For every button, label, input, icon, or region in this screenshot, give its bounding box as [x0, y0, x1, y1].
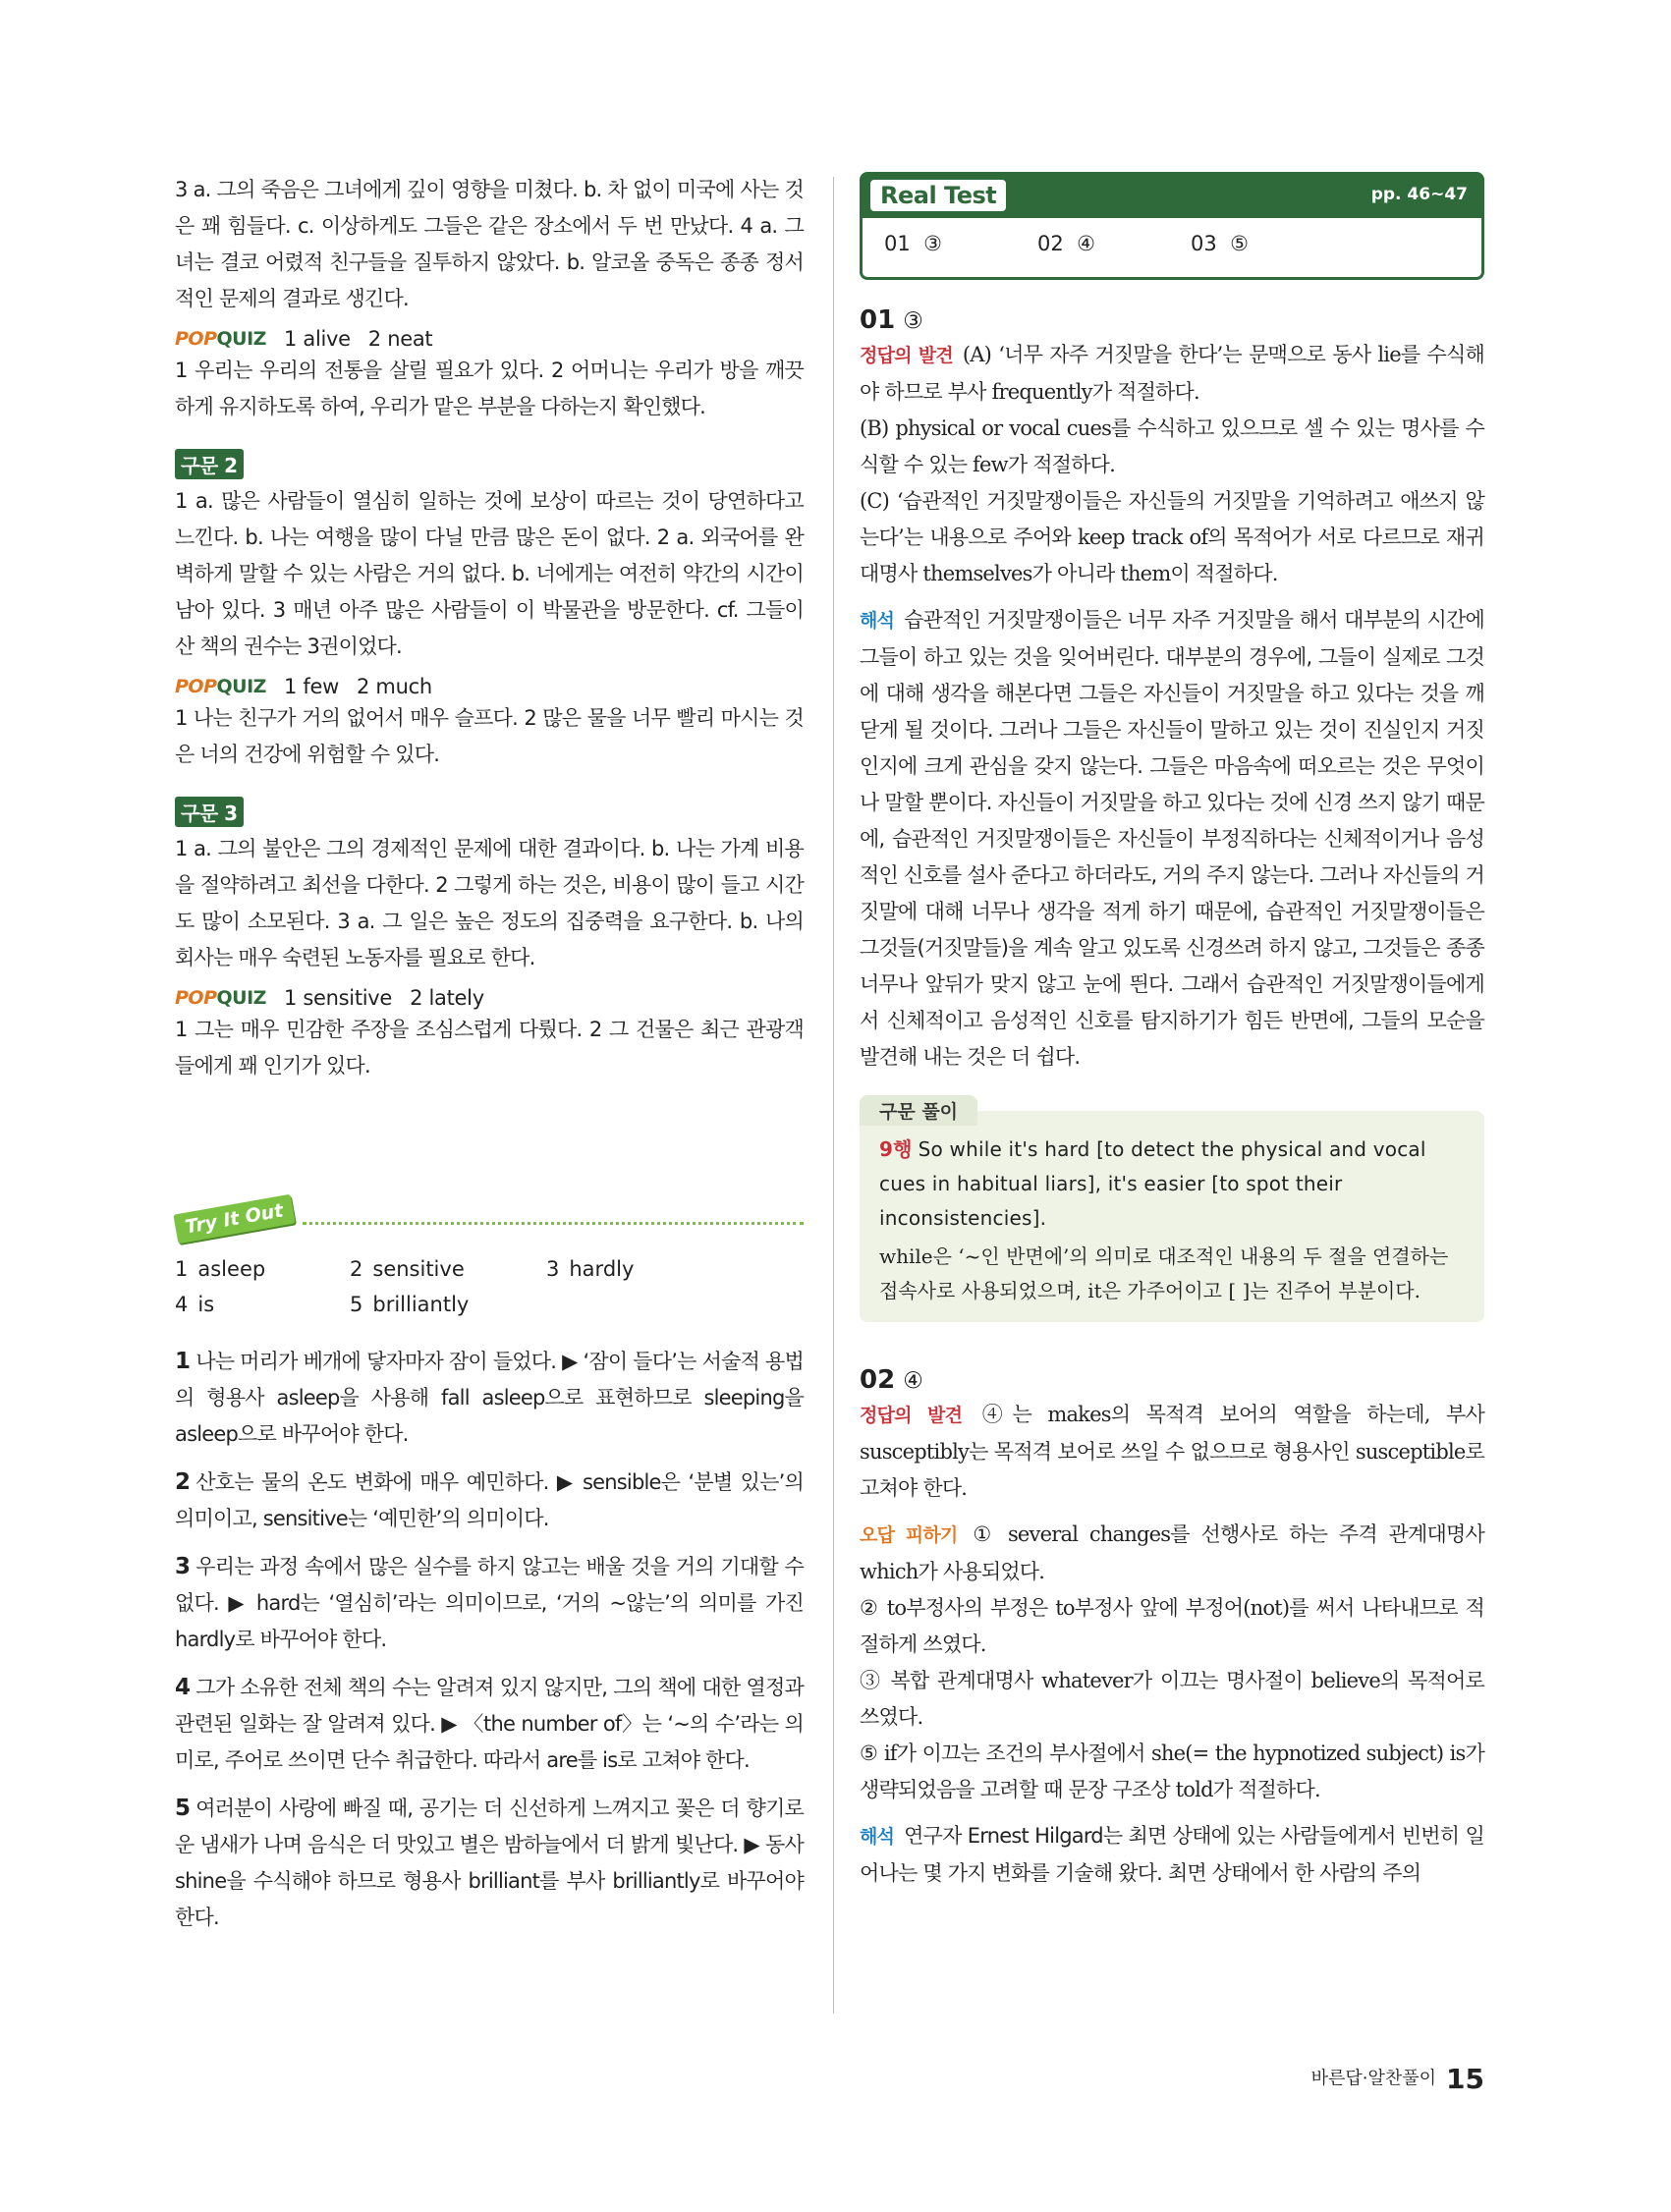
page-number: 15 [1446, 2063, 1484, 2095]
quiz-answer: 2 much [356, 675, 432, 698]
real-test-pages: pp. 46~47 [1370, 185, 1468, 204]
answer-explanation: (B) physical or vocal cues를 수식하고 있으므로 셀 수 있는 명사를 수식할 수 있는 few가 적절하다. [860, 416, 1484, 476]
grammar-note-tab: 구문 풀이 [860, 1095, 977, 1126]
quiz-answer: 1 alive [283, 327, 351, 351]
real-test-title: Real Test [870, 180, 1006, 211]
quiz-answer: 2 neat [367, 327, 433, 351]
quiz-answer: 1 sensitive [283, 986, 393, 1010]
answer-explanation: (C) ‘습관적인 거짓말쟁이들은 자신들의 거짓말을 기억하려고 애쓰지 않는다’는 내용으로 주어와 keep track of의 목적어가 서로 다르므로 재귀대명사 themselves가 아니라 them이 적절하다. [860, 489, 1484, 585]
try-answer: 3 hardly [546, 1257, 635, 1281]
section-heading: 구문 2 [175, 449, 244, 479]
quiz-translation: 1 그는 매우 민감한 주장을 조심스럽게 다뤘다. 2 그 건물은 최근 관광객들에게 꽤 인기가 있다. [175, 1018, 804, 1078]
real-test-answer: 02 ④ [1037, 232, 1095, 255]
right-column [860, 172, 1484, 1892]
try-answer: 1 asleep [175, 1257, 266, 1281]
try-item: 4 그가 소유한 전체 책의 수는 알려져 있지 않지만, 그의 책에 대한 열정과 관련된 일화는 잘 알려져 있다. ▶ 〈the number of〉는 ‘~의 수’라는 의미로, 주어로 쓰이면 단수 취급한다. 따라서 are를 is로 고쳐야 한다. [175, 1675, 804, 1772]
try-answer: 2 sensitive [350, 1257, 465, 1281]
column-divider [833, 177, 834, 2014]
wrong-answer-explanation: 오답 피하기 ① several changes를 선행사로 하는 주격 관계대명사 which가 사용되었다. [860, 1522, 1484, 1583]
pop-quiz [175, 675, 804, 698]
wrong-answer-explanation: ③ 복합 관계대명사 whatever가 이끄는 명사절이 believe의 목적어로 쓰였다. [860, 1669, 1484, 1729]
try-answer: 4 is [175, 1293, 215, 1316]
pop-quiz-logo: POPQUIZ [175, 987, 266, 1009]
wrong-answer-explanation: ⑤ if가 이끄는 조건의 부사절에서 she(= the hypnotized subject) is가 생략되었음을 고려할 때 문장 구조상 told가 적절하다. [860, 1742, 1484, 1801]
real-test-box [860, 172, 1484, 280]
try-item: 3 우리는 과정 속에서 많은 실수를 하지 않고는 배울 것을 거의 기대할 수 없다. ▶ hard는 ‘열심히’라는 의미이므로, ‘거의 ~않는’의 의미를 가진 hardly로 바꾸어야 한다. [175, 1554, 804, 1651]
left-column [175, 172, 804, 1936]
real-test-header [863, 175, 1481, 218]
answer-explanation: 정답의 발견 ④는 makes의 목적격 보어의 역할을 하는데, 부사 susceptibly는 목적격 보어로 쓰일 수 없으므로 형용사인 susceptible로 고쳐야 한다. [860, 1403, 1484, 1500]
section-text: 1 a. 그의 불안은 그의 경제적인 문제에 대한 결과이다. b. 나는 가계 비용을 절약하려고 최선을 다한다. 2 그렇게 하는 것은, 비용이 많이 들고 시간도 많이 소모된다. 3 a. 그 일은 높은 정도의 집중력을 요구한다. b. 나의 회사는 매우 숙련된 노동자를 필요로 한다. [175, 837, 804, 969]
real-test-answer: 01 ③ [884, 232, 942, 255]
pop-quiz [175, 986, 804, 1010]
translation: 해석 습관적인 거짓말쟁이들은 너무 자주 거짓말을 해서 대부분의 시간에 그들이 하고 있는 것을 잊어버린다. 대부분의 경우에, 그들이 실제로 그것에 대해 생각을 해본다면 그들은 자신들이 거짓말을 하고 있다는 것을 깨닫게 될 것이다. 그러나 그들은 자신들이 말하고 있는 것이 진실인지 거짓인지에 크게 관심을 갖지 않는다. 그들은 마음속에 떠오르는 것은 무엇이나 말할 뿐이다. 자신들이 거짓말을 하고 있다는 것에 신경 쓰지 않기 때문에, 습관적인 거짓말쟁이들은 자신들이 부정직하다는 신체적이거나 음성적인 신호를 설사 준다고 하더라도, 거의 주지 않는다. 그러나 자신들의 거짓말에 대해 너무나 생각을 적게 하기 때문에, 습관적인 거짓말쟁이들은 그것들(거짓말들)을 계속 알고 있도록 신경쓰려 하지 않고, 그것들은 종종 너무나 앞뒤가 맞지 않고 눈에 띈다. 그래서 습관적인 거짓말쟁이들에게서 신체적이고 음성적인 신호를 탐지하기가 힘든 반면에, 그들의 모순을 발견해 내는 것은 더 쉽다. [860, 608, 1484, 1069]
grammar-note-explanation: while은 ‘~인 반면에’의 의미로 대조적인 내용의 두 절을 연결하는 접속사로 사용되었으며, it은 가주어이고 [ ]는 진주어 부분이다. [879, 1244, 1449, 1302]
paragraph: 3 a. 그의 죽음은 그녀에게 깊이 영향을 미쳤다. b. 차 없이 미국에 사는 것은 꽤 힘들다. c. 이상하게도 그들은 같은 장소에서 두 번 만났다. 4 a. 그녀는 결코 어렸적 친구들을 질투하지 않았다. b. 알코올 중독은 종종 정서적인 문제의 결과로 생긴다. [175, 178, 804, 310]
answer-explanation: 정답의 발견 (A) ‘너무 자주 거짓말을 한다’는 문맥으로 동사 lie를 수식해야 하므로 부사 frequently가 적절하다. [860, 343, 1484, 404]
page-footer [1311, 2063, 1484, 2095]
dotted-rule [303, 1222, 804, 1225]
translation: 해석 연구자 Ernest Hilgard는 최면 상태에 있는 사람들에게서 빈번히 일어나는 몇 가지 변화를 기술해 왔다. 최면 상태에서 한 사람의 주의 [860, 1824, 1484, 1885]
pop-quiz-logo: POPQUIZ [175, 328, 266, 350]
quiz-translation: 1 나는 친구가 거의 없어서 매우 슬프다. 2 많은 물을 너무 빨리 마시는 것은 너의 건강에 위험할 수 있다. [175, 706, 804, 766]
quiz-answer: 1 few [283, 675, 339, 698]
grammar-note-sentence: 9행 So while it's hard [to detect the physical and vocal cues in habitual liars], it's easier [to spot their inconsistencies]. [879, 1137, 1426, 1230]
grammar-note [860, 1101, 1484, 1322]
try-answer: 5 brilliantly [350, 1293, 470, 1316]
section-text: 1 a. 많은 사람들이 열심히 일하는 것에 보상이 따르는 것이 당연하다고 느낀다. b. 나는 여행을 많이 다닐 만큼 많은 돈이 없다. 2 a. 외국어를 완벽하게 말할 수 있는 사람은 거의 없다. b. 너에게는 여전히 약간의 시간이 남아 있다. 3 매년 아주 많은 사람들이 이 박물관을 방문한다. cf. 그들이 산 책의 권수는 3권이었다. [175, 489, 804, 658]
section-heading: 구문 3 [175, 797, 244, 827]
wrong-answer-explanation: ② to부정사의 부정은 to부정사 앞에 부정어(not)를 써서 나타내므로 적절하게 쓰였다. [860, 1596, 1484, 1656]
try-items [175, 1344, 804, 1936]
quiz-answer: 2 lately [410, 986, 484, 1010]
question-heading: 02 ④ [860, 1365, 923, 1395]
footer-label: 바른답·알찬풀이 [1310, 2068, 1437, 2089]
try-it-out-badge: Try It Out [173, 1194, 295, 1244]
pop-quiz-logo: POPQUIZ [175, 676, 266, 697]
pop-quiz [175, 327, 804, 351]
real-test-answers [863, 218, 1481, 269]
real-test-answer: 03 ⑤ [1191, 232, 1249, 255]
try-item: 5 여러분이 사랑에 빠질 때, 공기는 더 신선하게 느껴지고 꽃은 더 향기로운 냄새가 나며 음식은 더 맛있고 별은 밤하늘에서 더 밝게 빛난다. ▶ 동사 shine을 수식해야 하므로 형용사 brilliant를 부사 brilliantly로 바꾸어야 한다. [175, 1796, 804, 1929]
try-it-out-header [175, 1200, 804, 1249]
try-item: 2 산호는 물의 온도 변화에 매우 예민하다. ▶ sensible은 ‘분별 있는’의 의미이고, sensitive는 ‘예민한’의 의미이다. [175, 1469, 804, 1530]
try-item: 1 나는 머리가 베개에 닿자마자 잠이 들었다. ▶ ‘잠이 들다’는 서술적 용법의 형용사 asleep을 사용해 fall asleep으로 표현하므로 sleeping을 asleep으로 바꾸어야 한다. [175, 1349, 804, 1446]
question-heading: 01 ③ [860, 305, 923, 335]
quiz-translation: 1 우리는 우리의 전통을 살릴 필요가 있다. 2 어머니는 우리가 방을 깨끗하게 유지하도록 하여, 우리가 맡은 부분을 다하는지 확인했다. [175, 359, 804, 418]
try-answers [175, 1251, 804, 1322]
